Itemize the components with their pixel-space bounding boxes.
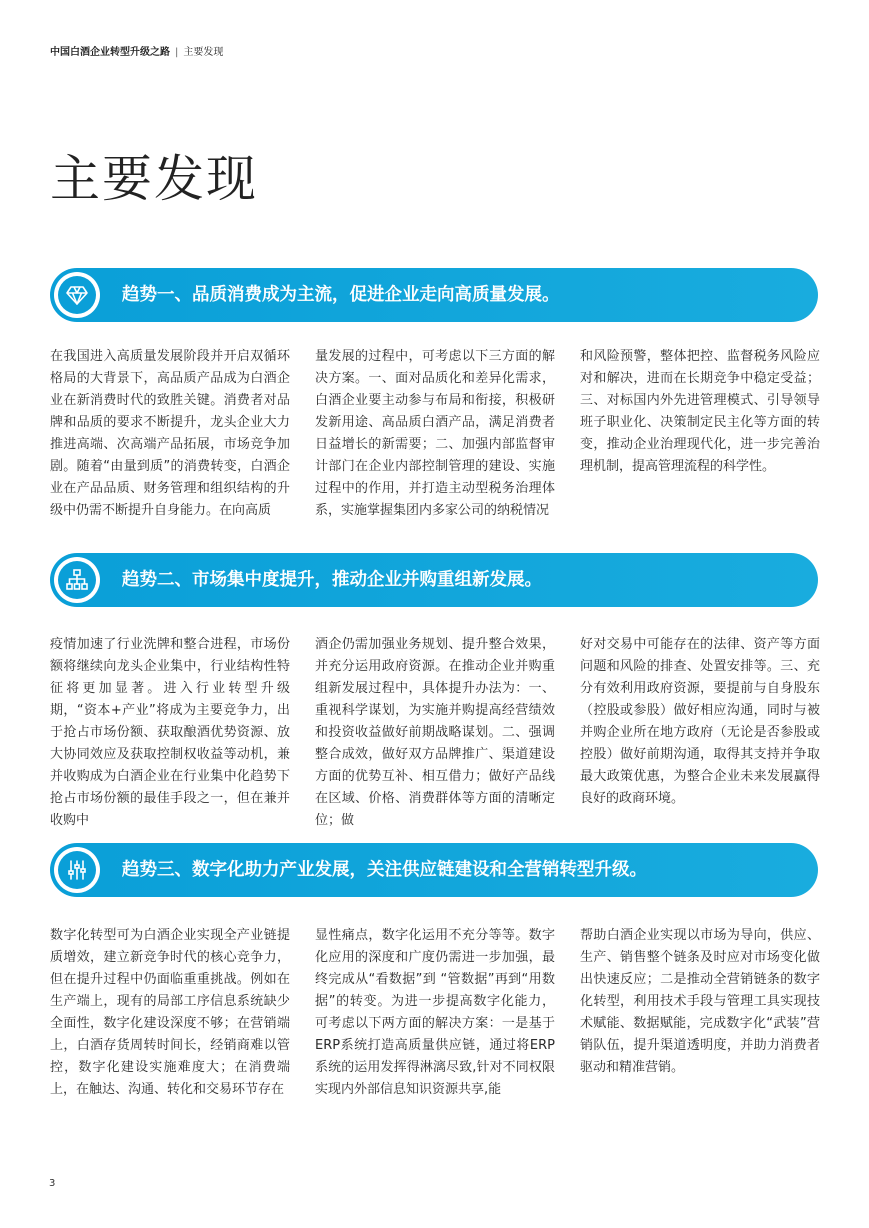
page-title: 主要发现 <box>50 150 258 208</box>
text-column: 好对交易中可能存在的法律、资产等方面问题和风险的排查、处置安排等。三、充分有效利用政府资源，要提前与自身股东（控股或参股）做好相应沟通，同时与被并购企业所在地方政府（无论是否参股或控股）做好前期沟通，取得其支持并争取最大政策优惠，为整合企业未来发展赢得良好的政商环境。 <box>580 637 820 806</box>
text-column: 显性痛点，数字化运用不充分等等。数字化应用的深度和广度仍需进一步加强，最终完成从“看数据”到 “管数据”再到“用数据”的转变。为进一步提高数字化能力，可考虑以下两方面的解决方案：一是基于ERP系统打造高质量供应链，通过将ERP 系统的运用发挥得淋漓尽致,针对不同权限实现内外部信息知识资源共享,能 <box>315 928 555 1097</box>
diamond-icon <box>65 283 89 307</box>
text-column: 在我国进入高质量发展阶段并开启双循环格局的大背景下，高品质产品成为白酒企业在新消费时代的致胜关键。消费者对品牌和品质的要求不断提升，龙头企业大力推进高端、次高端产品拓展，市场竞争加剧。随着“由量到质”的消费转变，白酒企业在产品品质、财务管理和组织结构的升级中仍需不断提升自身能力。在向高质 <box>50 349 290 518</box>
trend-banner-2 <box>50 553 818 607</box>
section-name: 主要发现 <box>183 47 224 58</box>
trend-title: 趋势三、数字化助力产业发展，关注供应链建设和全营销转型升级。 <box>122 860 647 880</box>
sliders-icon <box>65 858 89 882</box>
running-header <box>50 46 223 60</box>
trend-icon-badge <box>54 272 100 318</box>
org-chart-icon <box>65 568 89 592</box>
text-column: 酒企仍需加强业务规划、提升整合效果，并充分运用政府资源。在推动企业并购重组新发展过程中，具体提升办法为：一、重视科学谋划，为实施并购提高经营绩效和投资收益做好前期战略谋划。二、强调整合成效，做好双方品牌推广、渠道建设方面的优势互补、相互借力；做好产品线在区域、价格、消费群体等方面的清晰定位；做 <box>315 637 555 828</box>
trend-icon-badge <box>54 557 100 603</box>
text-column: 和风险预警，整体把控、监督税务风险应对和解决，进而在长期竞争中稳定受益；三、对标国内外先进管理模式、引导领导班子职业化、决策制定民主化等方面的转变，推动企业治理现代化，进一步完善治理机制，提高管理流程的科学性。 <box>580 349 820 474</box>
trend-title: 趋势一、品质消费成为主流，促进企业走向高质量发展。 <box>122 285 560 305</box>
trend-1-body <box>50 346 820 522</box>
text-column: 疫情加速了行业洗牌和整合进程，市场份额将继续向龙头企业集中，行业结构性特征将更加显著。进入行业转型升级期，“资本+产业”将成为主要竞争力，出于抢占市场份额、获取酿酒优势资源、放大协同效应及获取控制权收益等动机，兼并收购成为白酒企业在行业集中化趋势下抢占市场份额的最佳手段之一，但在兼并收购中 <box>50 637 290 828</box>
text-column: 量发展的过程中，可考虑以下三方面的解决方案。一、面对品质化和差异化需求，白酒企业要主动参与布局和衔接，积极研发新用途、高品质白酒产品，满足消费者日益增长的新需要；二、加强内部监督审计部门在企业内部控制管理的建设、实施过程中的作用，并打造主动型税务治理体系，实施掌握集团内多家公司的纳税情况 <box>315 349 555 518</box>
trend-2-body <box>50 634 820 832</box>
trend-banner-1 <box>50 268 818 322</box>
trend-title: 趋势二、市场集中度提升，推动企业并购重组新发展。 <box>122 570 542 590</box>
trend-3-body <box>50 925 820 1101</box>
text-column: 数字化转型可为白酒企业实现全产业链提质增效，建立新竞争时代的核心竞争力，但在提升过程中仍面临重重挑战。例如在生产端上，现有的局部工序信息系统缺少全面性，数字化建设深度不够；在营销端上，白酒存货周转时间长，经销商难以管控，数字化建设实施难度大；在消费端上，在触达、沟通、转化和交易环节存在 <box>50 928 290 1097</box>
document-title: 中国白酒企业转型升级之路 <box>50 47 170 58</box>
text-column: 帮助白酒企业实现以市场为导向，供应、生产、销售整个链条及时应对市场变化做出快速反应；二是推动全营销链条的数字化转型，利用技术手段与管理工具实现技术赋能、数据赋能，完成数字化“武装”营销队伍，提升渠道透明度，并助力消费者驱动和精准营销。 <box>580 928 820 1075</box>
page-number: 3 <box>49 1178 56 1189</box>
trend-icon-badge <box>54 847 100 893</box>
header-separator: | <box>175 47 179 58</box>
trend-banner-3 <box>50 843 818 897</box>
